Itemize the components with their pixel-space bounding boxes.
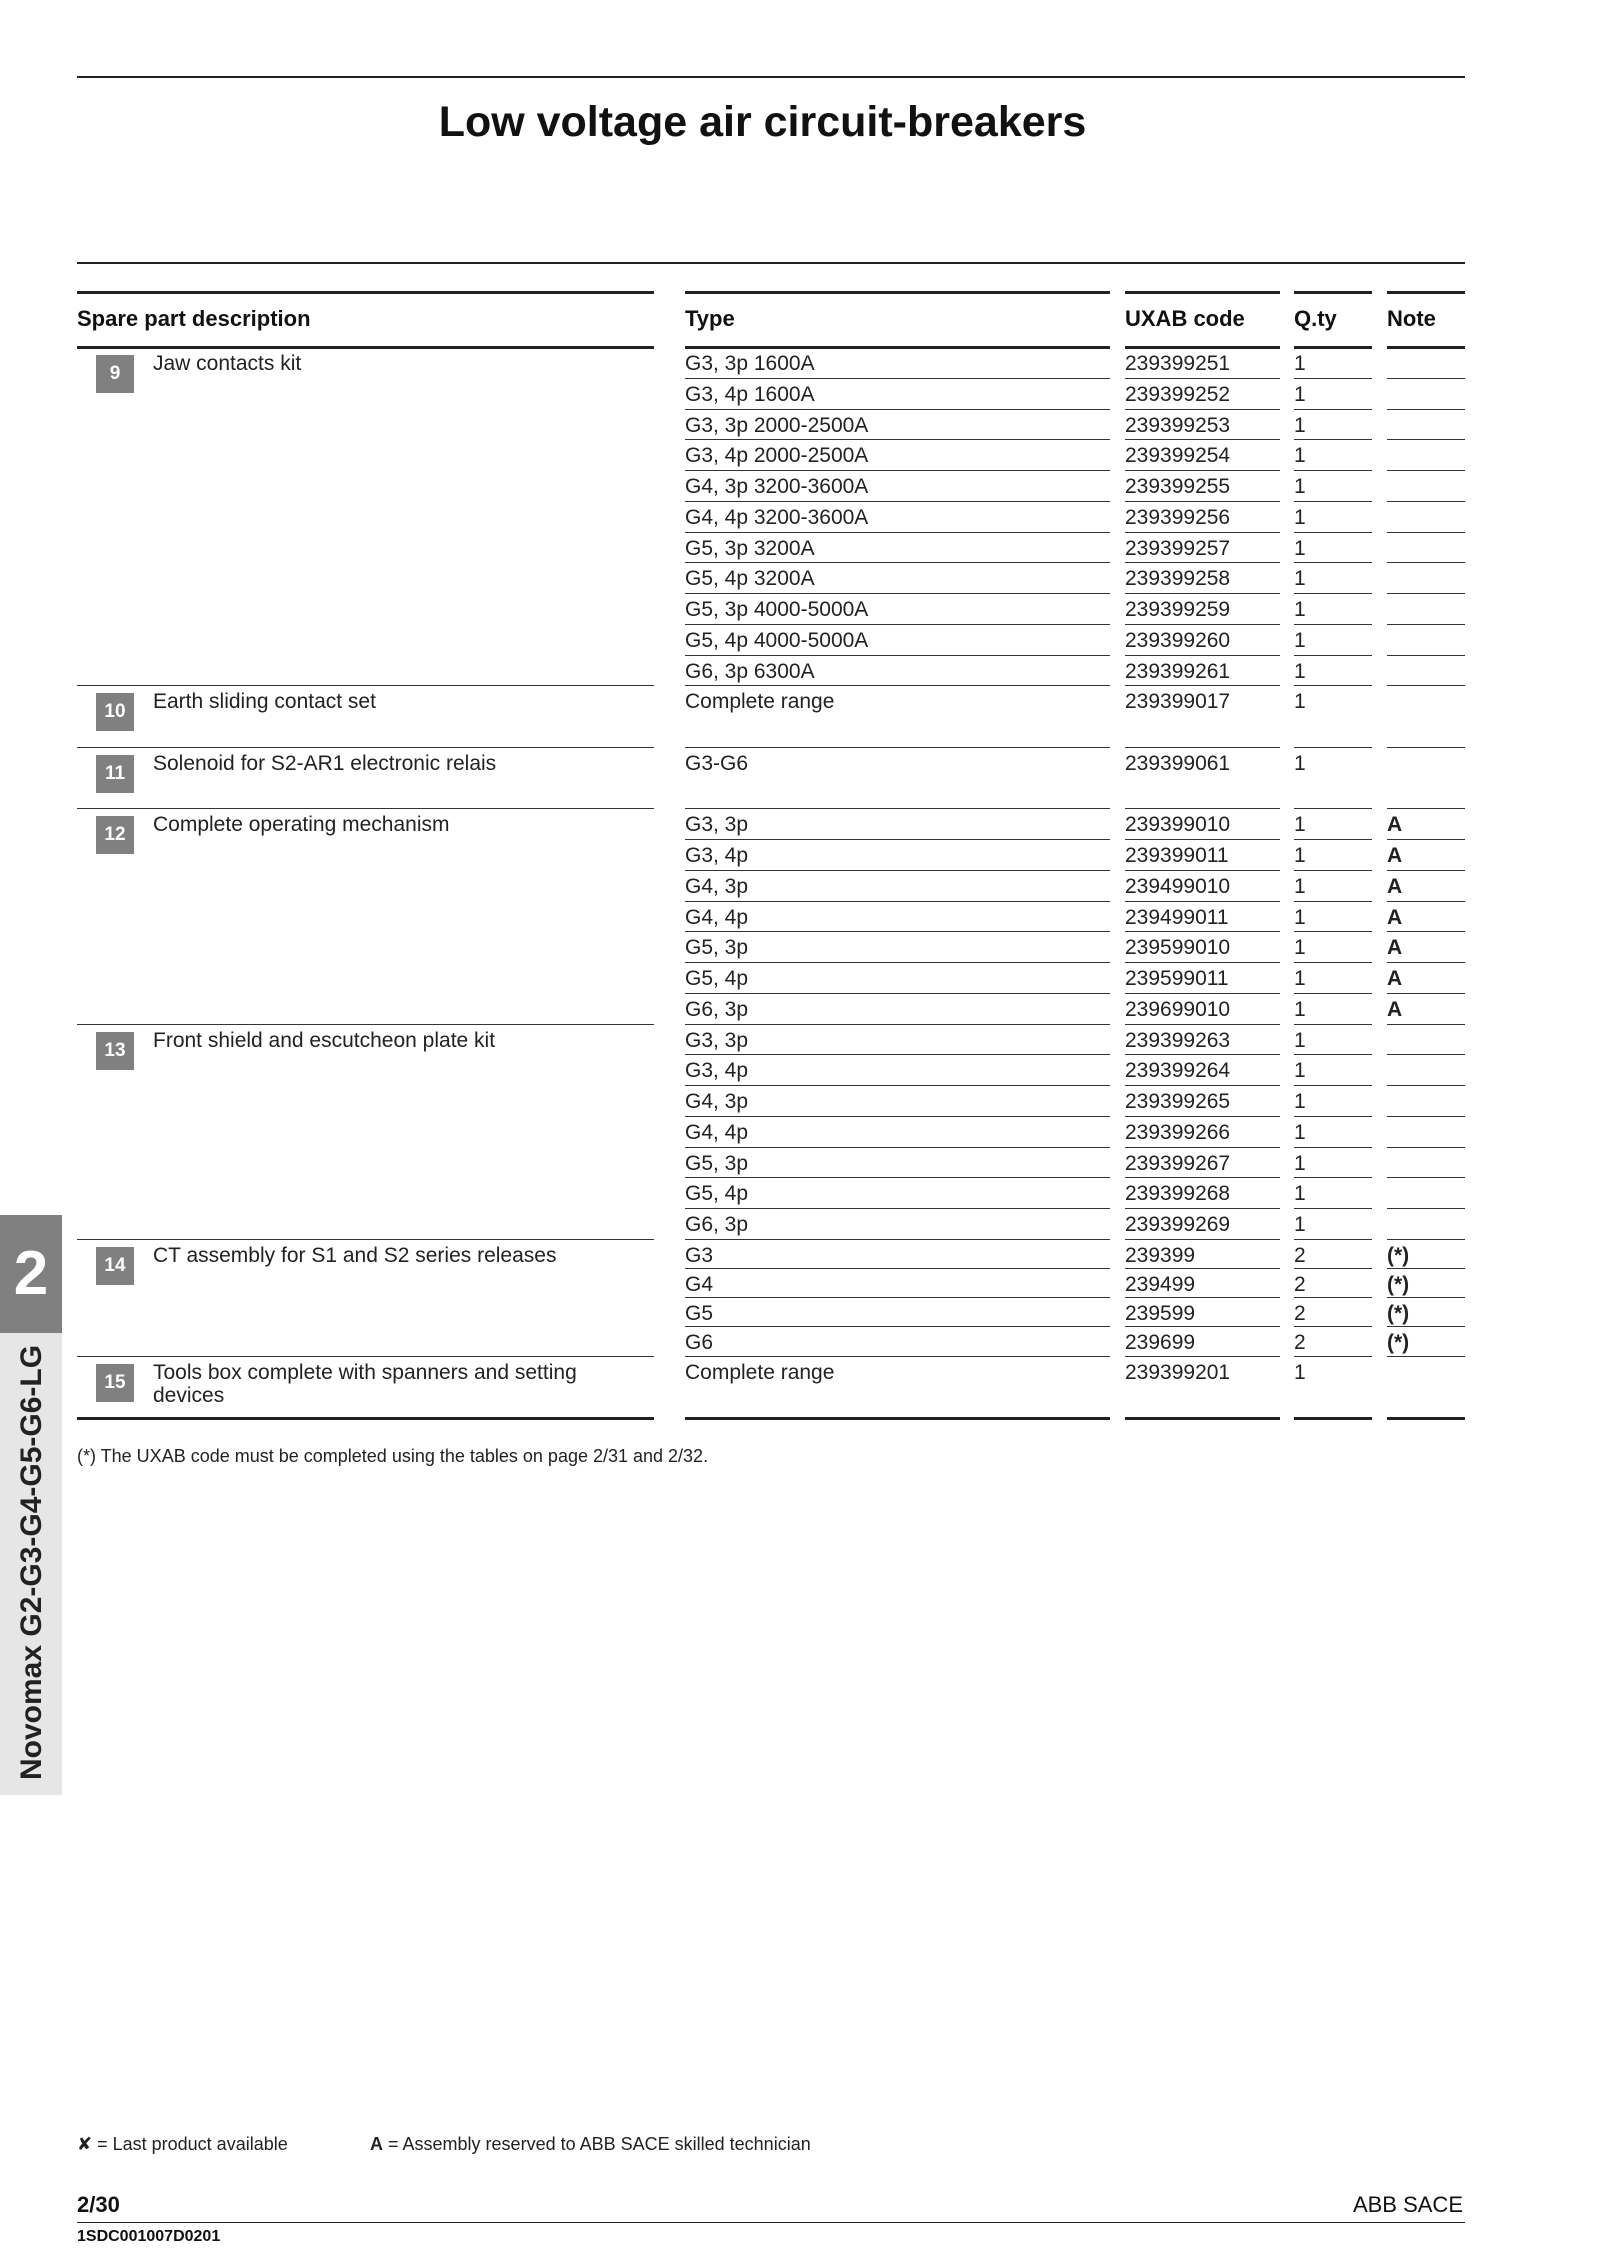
row-rule bbox=[1125, 685, 1280, 686]
row-rule bbox=[1125, 993, 1280, 994]
row-rule bbox=[685, 931, 1110, 932]
row-rule bbox=[1294, 624, 1372, 625]
cell-note: (*) bbox=[1387, 1243, 1410, 1267]
brand-name: ABB SACE bbox=[1352, 2192, 1463, 2217]
cell-code: 239399011 bbox=[1125, 844, 1229, 867]
cell-type: G6, 3p 6300A bbox=[685, 659, 815, 683]
cell-type: Complete range bbox=[685, 1360, 835, 1384]
cell-code: 239399253 bbox=[1125, 413, 1231, 437]
cell-type: G5, 3p 3200A bbox=[685, 536, 815, 560]
cell-qty: 1 bbox=[1294, 1151, 1306, 1175]
group-rule bbox=[1387, 1417, 1465, 1420]
cell-code: 239399267 bbox=[1125, 1151, 1231, 1175]
cell-qty: 1 bbox=[1294, 413, 1306, 437]
row-rule bbox=[1387, 470, 1465, 471]
cell-type: G3, 4p bbox=[685, 844, 749, 867]
row-rule bbox=[685, 501, 1110, 502]
cell-type: G4, 3p bbox=[685, 874, 749, 898]
cell-note: A bbox=[1387, 844, 1403, 867]
row-rule bbox=[1125, 962, 1280, 963]
row-rule bbox=[1125, 409, 1280, 410]
cell-qty: 1 bbox=[1294, 813, 1306, 837]
cell-code: 239499011 bbox=[1125, 905, 1229, 929]
row-rule bbox=[1387, 1208, 1465, 1209]
footer-rule bbox=[77, 2222, 1465, 2223]
row-rule bbox=[1387, 870, 1465, 871]
cell-qty: 1 bbox=[1294, 598, 1306, 621]
cell-code: 239699010 bbox=[1125, 997, 1231, 1021]
row-rule bbox=[685, 1085, 1110, 1086]
row-rule bbox=[1294, 685, 1372, 686]
group-rule bbox=[1294, 808, 1372, 809]
row-rule bbox=[1125, 532, 1280, 533]
row-rule bbox=[685, 993, 1110, 994]
spare-part-description: CT assembly for S1 and S2 series releases bbox=[153, 1243, 557, 1267]
row-rule bbox=[685, 378, 1110, 379]
last-product-text: = Last product available bbox=[97, 2134, 288, 2154]
cell-qty: 1 bbox=[1294, 567, 1306, 591]
cell-type: G5, 4p bbox=[685, 1182, 749, 1206]
top-rule bbox=[77, 76, 1465, 78]
row-rule bbox=[1387, 501, 1465, 502]
cell-code: 239599011 bbox=[1125, 967, 1229, 990]
header-top-rule bbox=[1387, 291, 1465, 294]
row-rule bbox=[1294, 1356, 1372, 1357]
row-rule bbox=[685, 1356, 1110, 1357]
cell-code: 239399263 bbox=[1125, 1028, 1231, 1052]
cell-type: G3, 3p 2000-2500A bbox=[685, 413, 869, 437]
row-rule bbox=[1387, 562, 1465, 563]
cell-type: G4, 3p 3200-3600A bbox=[685, 475, 869, 498]
row-rule bbox=[1387, 839, 1465, 840]
row-rule bbox=[685, 1297, 1110, 1298]
assembly-symbol: A bbox=[370, 2134, 383, 2154]
cell-type: G5 bbox=[685, 1302, 714, 1326]
row-rule bbox=[1387, 624, 1465, 625]
assembly-text: = Assembly reserved to ABB SACE skilled technician bbox=[388, 2134, 811, 2154]
row-rule bbox=[685, 655, 1110, 656]
item-number-badge: 11 bbox=[96, 755, 134, 793]
header-qty: Q.ty bbox=[1294, 306, 1337, 331]
cell-code: 239399268 bbox=[1125, 1182, 1231, 1206]
row-rule bbox=[1294, 839, 1372, 840]
cell-type: G3, 3p 1600A bbox=[685, 352, 815, 375]
cell-qty: 1 bbox=[1294, 1120, 1306, 1144]
cell-qty: 1 bbox=[1294, 475, 1306, 498]
cell-qty: 1 bbox=[1294, 1182, 1306, 1206]
header-uxab-code: UXAB code bbox=[1125, 306, 1245, 331]
cell-type: G5, 3p bbox=[685, 936, 749, 960]
row-rule bbox=[1387, 1024, 1465, 1025]
cell-note: A bbox=[1387, 967, 1403, 990]
row-rule bbox=[685, 1054, 1110, 1055]
page-title: Low voltage air circuit-breakers bbox=[438, 98, 1087, 146]
cell-note: (*) bbox=[1387, 1272, 1410, 1296]
header-top-rule bbox=[77, 291, 654, 294]
row-rule bbox=[1387, 655, 1465, 656]
cell-qty: 2 bbox=[1294, 1331, 1306, 1355]
cell-qty: 1 bbox=[1294, 967, 1306, 990]
item-number-badge: 12 bbox=[96, 816, 134, 854]
row-rule bbox=[1125, 1356, 1280, 1357]
group-rule bbox=[77, 685, 654, 686]
cell-qty: 1 bbox=[1294, 905, 1306, 929]
row-rule bbox=[1387, 378, 1465, 379]
cell-code: 239399261 bbox=[1125, 659, 1231, 683]
document-code: 1SDC001007D0201 bbox=[77, 2228, 221, 2245]
cell-type: G4 bbox=[685, 1272, 714, 1296]
cell-type: G4, 3p bbox=[685, 1090, 749, 1113]
cell-qty: 1 bbox=[1294, 444, 1306, 468]
row-rule bbox=[1294, 655, 1372, 656]
cell-type: G3 bbox=[685, 1243, 714, 1267]
row-rule bbox=[685, 1268, 1110, 1269]
cell-code: 239499010 bbox=[1125, 874, 1231, 898]
side-tab-number: 2 bbox=[0, 1215, 62, 1333]
row-rule bbox=[1125, 378, 1280, 379]
header-bottom-rule bbox=[1125, 346, 1280, 349]
cell-qty: 1 bbox=[1294, 690, 1306, 714]
cell-code: 239399266 bbox=[1125, 1120, 1231, 1144]
cell-type: G5, 4p bbox=[685, 967, 749, 990]
row-rule bbox=[1387, 1177, 1465, 1178]
row-rule bbox=[1387, 1116, 1465, 1117]
row-rule bbox=[1387, 1268, 1465, 1269]
item-number-badge: 13 bbox=[96, 1032, 134, 1070]
row-rule bbox=[685, 593, 1110, 594]
item-number-badge: 15 bbox=[96, 1364, 134, 1402]
cell-qty: 1 bbox=[1294, 874, 1306, 898]
row-rule bbox=[1387, 593, 1465, 594]
row-rule bbox=[1294, 1208, 1372, 1209]
cell-qty: 1 bbox=[1294, 997, 1306, 1021]
cell-type: G6 bbox=[685, 1331, 714, 1355]
row-rule bbox=[1387, 1297, 1465, 1298]
header-bottom-rule bbox=[1387, 346, 1465, 349]
row-rule bbox=[1294, 1268, 1372, 1269]
header-note: Note bbox=[1387, 306, 1436, 331]
cell-type: G4, 4p bbox=[685, 1120, 749, 1144]
legend-last-product bbox=[77, 2134, 288, 2155]
cell-qty: 1 bbox=[1294, 628, 1306, 652]
group-rule bbox=[685, 808, 1110, 809]
row-rule bbox=[1387, 1239, 1465, 1240]
row-rule bbox=[1387, 409, 1465, 410]
group-rule bbox=[1125, 1417, 1280, 1420]
header-bottom-rule bbox=[1294, 346, 1372, 349]
cell-qty: 1 bbox=[1294, 382, 1306, 406]
cell-note: (*) bbox=[1387, 1302, 1410, 1326]
cell-code: 239399 bbox=[1125, 1243, 1196, 1267]
row-rule bbox=[1294, 1297, 1372, 1298]
row-rule bbox=[1294, 1326, 1372, 1327]
group-rule bbox=[77, 1239, 654, 1240]
row-rule bbox=[685, 1208, 1110, 1209]
header-bottom-rule bbox=[77, 346, 654, 349]
spare-part-description: Earth sliding contact set bbox=[153, 690, 376, 714]
legend-assembly bbox=[370, 2134, 811, 2155]
header-type: Type bbox=[685, 306, 735, 331]
group-rule bbox=[685, 1417, 1110, 1420]
row-rule bbox=[1125, 1054, 1280, 1055]
row-rule bbox=[1125, 1208, 1280, 1209]
cell-code: 239599 bbox=[1125, 1302, 1196, 1326]
row-rule bbox=[1125, 1147, 1280, 1148]
row-rule bbox=[1125, 870, 1280, 871]
cell-qty: 1 bbox=[1294, 1090, 1306, 1113]
group-rule bbox=[1294, 747, 1372, 748]
cell-note: A bbox=[1387, 813, 1403, 837]
row-rule bbox=[1387, 962, 1465, 963]
cell-type: G6, 3p bbox=[685, 997, 749, 1021]
footnote: (*) The UXAB code must be completed using the tables on page 2/31 and 2/32. bbox=[77, 1446, 709, 1466]
group-rule bbox=[77, 747, 654, 748]
row-rule bbox=[1294, 1085, 1372, 1086]
row-rule bbox=[1387, 931, 1465, 932]
cell-type: G5, 4p 3200A bbox=[685, 567, 815, 591]
cell-type: G3-G6 bbox=[685, 751, 749, 775]
cell-qty: 2 bbox=[1294, 1243, 1306, 1267]
row-rule bbox=[1125, 1085, 1280, 1086]
row-rule bbox=[1294, 901, 1372, 902]
cell-code: 239399201 bbox=[1125, 1360, 1231, 1384]
row-rule bbox=[685, 1116, 1110, 1117]
header-top-rule bbox=[1294, 291, 1372, 294]
cell-code: 239699 bbox=[1125, 1331, 1196, 1355]
cell-code: 239599010 bbox=[1125, 936, 1231, 960]
row-rule bbox=[1125, 470, 1280, 471]
row-rule bbox=[1294, 993, 1372, 994]
cell-qty: 2 bbox=[1294, 1272, 1306, 1296]
cell-qty: 1 bbox=[1294, 1028, 1306, 1052]
spare-part-description: Complete operating mechanism bbox=[153, 813, 450, 837]
header-description: Spare part description bbox=[77, 306, 311, 331]
cell-qty: 1 bbox=[1294, 844, 1306, 867]
row-rule bbox=[1387, 901, 1465, 902]
cell-code: 239399260 bbox=[1125, 628, 1231, 652]
item-number-badge: 14 bbox=[96, 1247, 134, 1285]
group-rule bbox=[1387, 808, 1465, 809]
row-rule bbox=[685, 1326, 1110, 1327]
row-rule bbox=[1294, 1147, 1372, 1148]
row-rule bbox=[1294, 931, 1372, 932]
row-rule bbox=[1294, 562, 1372, 563]
row-rule bbox=[1125, 501, 1280, 502]
cell-code: 239399254 bbox=[1125, 444, 1231, 468]
cell-code: 239399061 bbox=[1125, 751, 1231, 775]
cell-type: G6, 3p bbox=[685, 1213, 749, 1236]
row-rule bbox=[1294, 378, 1372, 379]
row-rule bbox=[685, 839, 1110, 840]
row-rule bbox=[685, 532, 1110, 533]
cell-qty: 1 bbox=[1294, 1360, 1306, 1384]
cell-qty: 1 bbox=[1294, 936, 1306, 960]
cell-code: 239399251 bbox=[1125, 352, 1231, 375]
row-rule bbox=[1294, 501, 1372, 502]
row-rule bbox=[685, 439, 1110, 440]
header-bottom-rule bbox=[685, 346, 1110, 349]
row-rule bbox=[1387, 1085, 1465, 1086]
group-rule bbox=[1387, 747, 1465, 748]
row-rule bbox=[685, 1147, 1110, 1148]
cell-type: G3, 3p bbox=[685, 1028, 749, 1052]
row-rule bbox=[685, 624, 1110, 625]
cell-type: Complete range bbox=[685, 690, 835, 714]
cell-qty: 1 bbox=[1294, 751, 1306, 775]
row-rule bbox=[685, 870, 1110, 871]
row-rule bbox=[1125, 1268, 1280, 1269]
row-rule bbox=[1125, 624, 1280, 625]
row-rule bbox=[685, 1177, 1110, 1178]
row-rule bbox=[1387, 1054, 1465, 1055]
cell-type: G4, 4p bbox=[685, 905, 749, 929]
spare-part-description: Solenoid for S2-AR1 electronic relais bbox=[153, 751, 497, 775]
row-rule bbox=[1387, 439, 1465, 440]
spare-part-description: Tools box complete with spanners and setting devices bbox=[153, 1360, 577, 1407]
cell-note: A bbox=[1387, 997, 1403, 1021]
header-top-rule bbox=[1125, 291, 1280, 294]
row-rule bbox=[1125, 901, 1280, 902]
cell-qty: 1 bbox=[1294, 536, 1306, 560]
row-rule bbox=[685, 901, 1110, 902]
row-rule bbox=[1294, 470, 1372, 471]
cell-qty: 1 bbox=[1294, 1059, 1306, 1083]
row-rule bbox=[1294, 593, 1372, 594]
cell-code: 239399258 bbox=[1125, 567, 1231, 591]
group-rule bbox=[685, 747, 1110, 748]
row-rule bbox=[1125, 1116, 1280, 1117]
cell-qty: 1 bbox=[1294, 505, 1306, 529]
cell-code: 239399269 bbox=[1125, 1213, 1231, 1236]
group-rule bbox=[1294, 1417, 1372, 1420]
row-rule bbox=[685, 1024, 1110, 1025]
row-rule bbox=[685, 685, 1110, 686]
row-rule bbox=[1294, 1177, 1372, 1178]
row-rule bbox=[1125, 593, 1280, 594]
section-rule bbox=[77, 262, 1465, 264]
cell-type: G5, 3p 4000-5000A bbox=[685, 598, 869, 621]
row-rule bbox=[1125, 439, 1280, 440]
row-rule bbox=[1294, 1116, 1372, 1117]
row-rule bbox=[1387, 993, 1465, 994]
row-rule bbox=[1294, 1024, 1372, 1025]
side-tab-label: Novomax G2-G3-G4-G5-G6-LG bbox=[15, 1344, 48, 1780]
row-rule bbox=[1294, 439, 1372, 440]
cell-code: 239499 bbox=[1125, 1272, 1196, 1296]
cell-type: G3, 4p bbox=[685, 1059, 749, 1083]
cell-code: 239399264 bbox=[1125, 1059, 1231, 1083]
cell-note: A bbox=[1387, 874, 1403, 898]
row-rule bbox=[1387, 532, 1465, 533]
row-rule bbox=[1294, 532, 1372, 533]
row-rule bbox=[1125, 1297, 1280, 1298]
item-number-badge: 10 bbox=[96, 693, 134, 731]
row-rule bbox=[1387, 1147, 1465, 1148]
cell-type: G3, 3p bbox=[685, 813, 749, 837]
group-rule bbox=[1125, 808, 1280, 809]
group-rule bbox=[77, 1417, 654, 1420]
cell-code: 239399017 bbox=[1125, 690, 1231, 714]
row-rule bbox=[685, 562, 1110, 563]
cell-type: G5, 3p bbox=[685, 1151, 749, 1175]
row-rule bbox=[1125, 655, 1280, 656]
row-rule bbox=[1125, 1024, 1280, 1025]
row-rule bbox=[1387, 1326, 1465, 1327]
cell-qty: 2 bbox=[1294, 1302, 1306, 1326]
row-rule bbox=[1125, 839, 1280, 840]
cell-type: G3, 4p 1600A bbox=[685, 382, 815, 406]
cell-code: 239399252 bbox=[1125, 382, 1231, 406]
row-rule bbox=[1294, 962, 1372, 963]
cell-note: A bbox=[1387, 905, 1403, 929]
header-top-rule bbox=[685, 291, 1110, 294]
spare-part-description: Jaw contacts kit bbox=[153, 352, 302, 375]
row-rule bbox=[1294, 409, 1372, 410]
row-rule bbox=[1125, 931, 1280, 932]
row-rule bbox=[1387, 1356, 1465, 1357]
group-rule bbox=[77, 1356, 654, 1357]
group-rule bbox=[77, 808, 654, 809]
cell-type: G3, 4p 2000-2500A bbox=[685, 444, 869, 468]
cell-note: (*) bbox=[1387, 1331, 1410, 1355]
cell-code: 239399265 bbox=[1125, 1090, 1231, 1113]
row-rule bbox=[685, 1239, 1110, 1240]
cell-qty: 1 bbox=[1294, 659, 1306, 683]
row-rule bbox=[1125, 1239, 1280, 1240]
cell-qty: 1 bbox=[1294, 352, 1306, 375]
row-rule bbox=[685, 962, 1110, 963]
row-rule bbox=[1294, 1239, 1372, 1240]
page-number: 2/30 bbox=[77, 2192, 120, 2217]
group-rule bbox=[77, 1024, 654, 1025]
row-rule bbox=[1125, 562, 1280, 563]
cell-type: G5, 4p 4000-5000A bbox=[685, 628, 869, 652]
row-rule bbox=[1387, 685, 1465, 686]
row-rule bbox=[685, 409, 1110, 410]
group-rule bbox=[1125, 747, 1280, 748]
cell-qty: 1 bbox=[1294, 1213, 1306, 1236]
row-rule bbox=[1294, 870, 1372, 871]
row-rule bbox=[1294, 1054, 1372, 1055]
cell-code: 239399255 bbox=[1125, 475, 1231, 498]
cell-code: 239399257 bbox=[1125, 536, 1231, 560]
cell-code: 239399256 bbox=[1125, 505, 1231, 529]
cell-code: 239399010 bbox=[1125, 813, 1231, 837]
row-rule bbox=[1125, 1326, 1280, 1327]
cell-type: G4, 4p 3200-3600A bbox=[685, 505, 869, 529]
row-rule bbox=[685, 470, 1110, 471]
cell-code: 239399259 bbox=[1125, 598, 1231, 621]
last-product-symbol: ✘ bbox=[77, 2134, 93, 2154]
item-number-badge: 9 bbox=[96, 355, 134, 393]
spare-part-description: Front shield and escutcheon plate kit bbox=[153, 1028, 496, 1052]
row-rule bbox=[1125, 1177, 1280, 1178]
cell-note: A bbox=[1387, 936, 1403, 960]
